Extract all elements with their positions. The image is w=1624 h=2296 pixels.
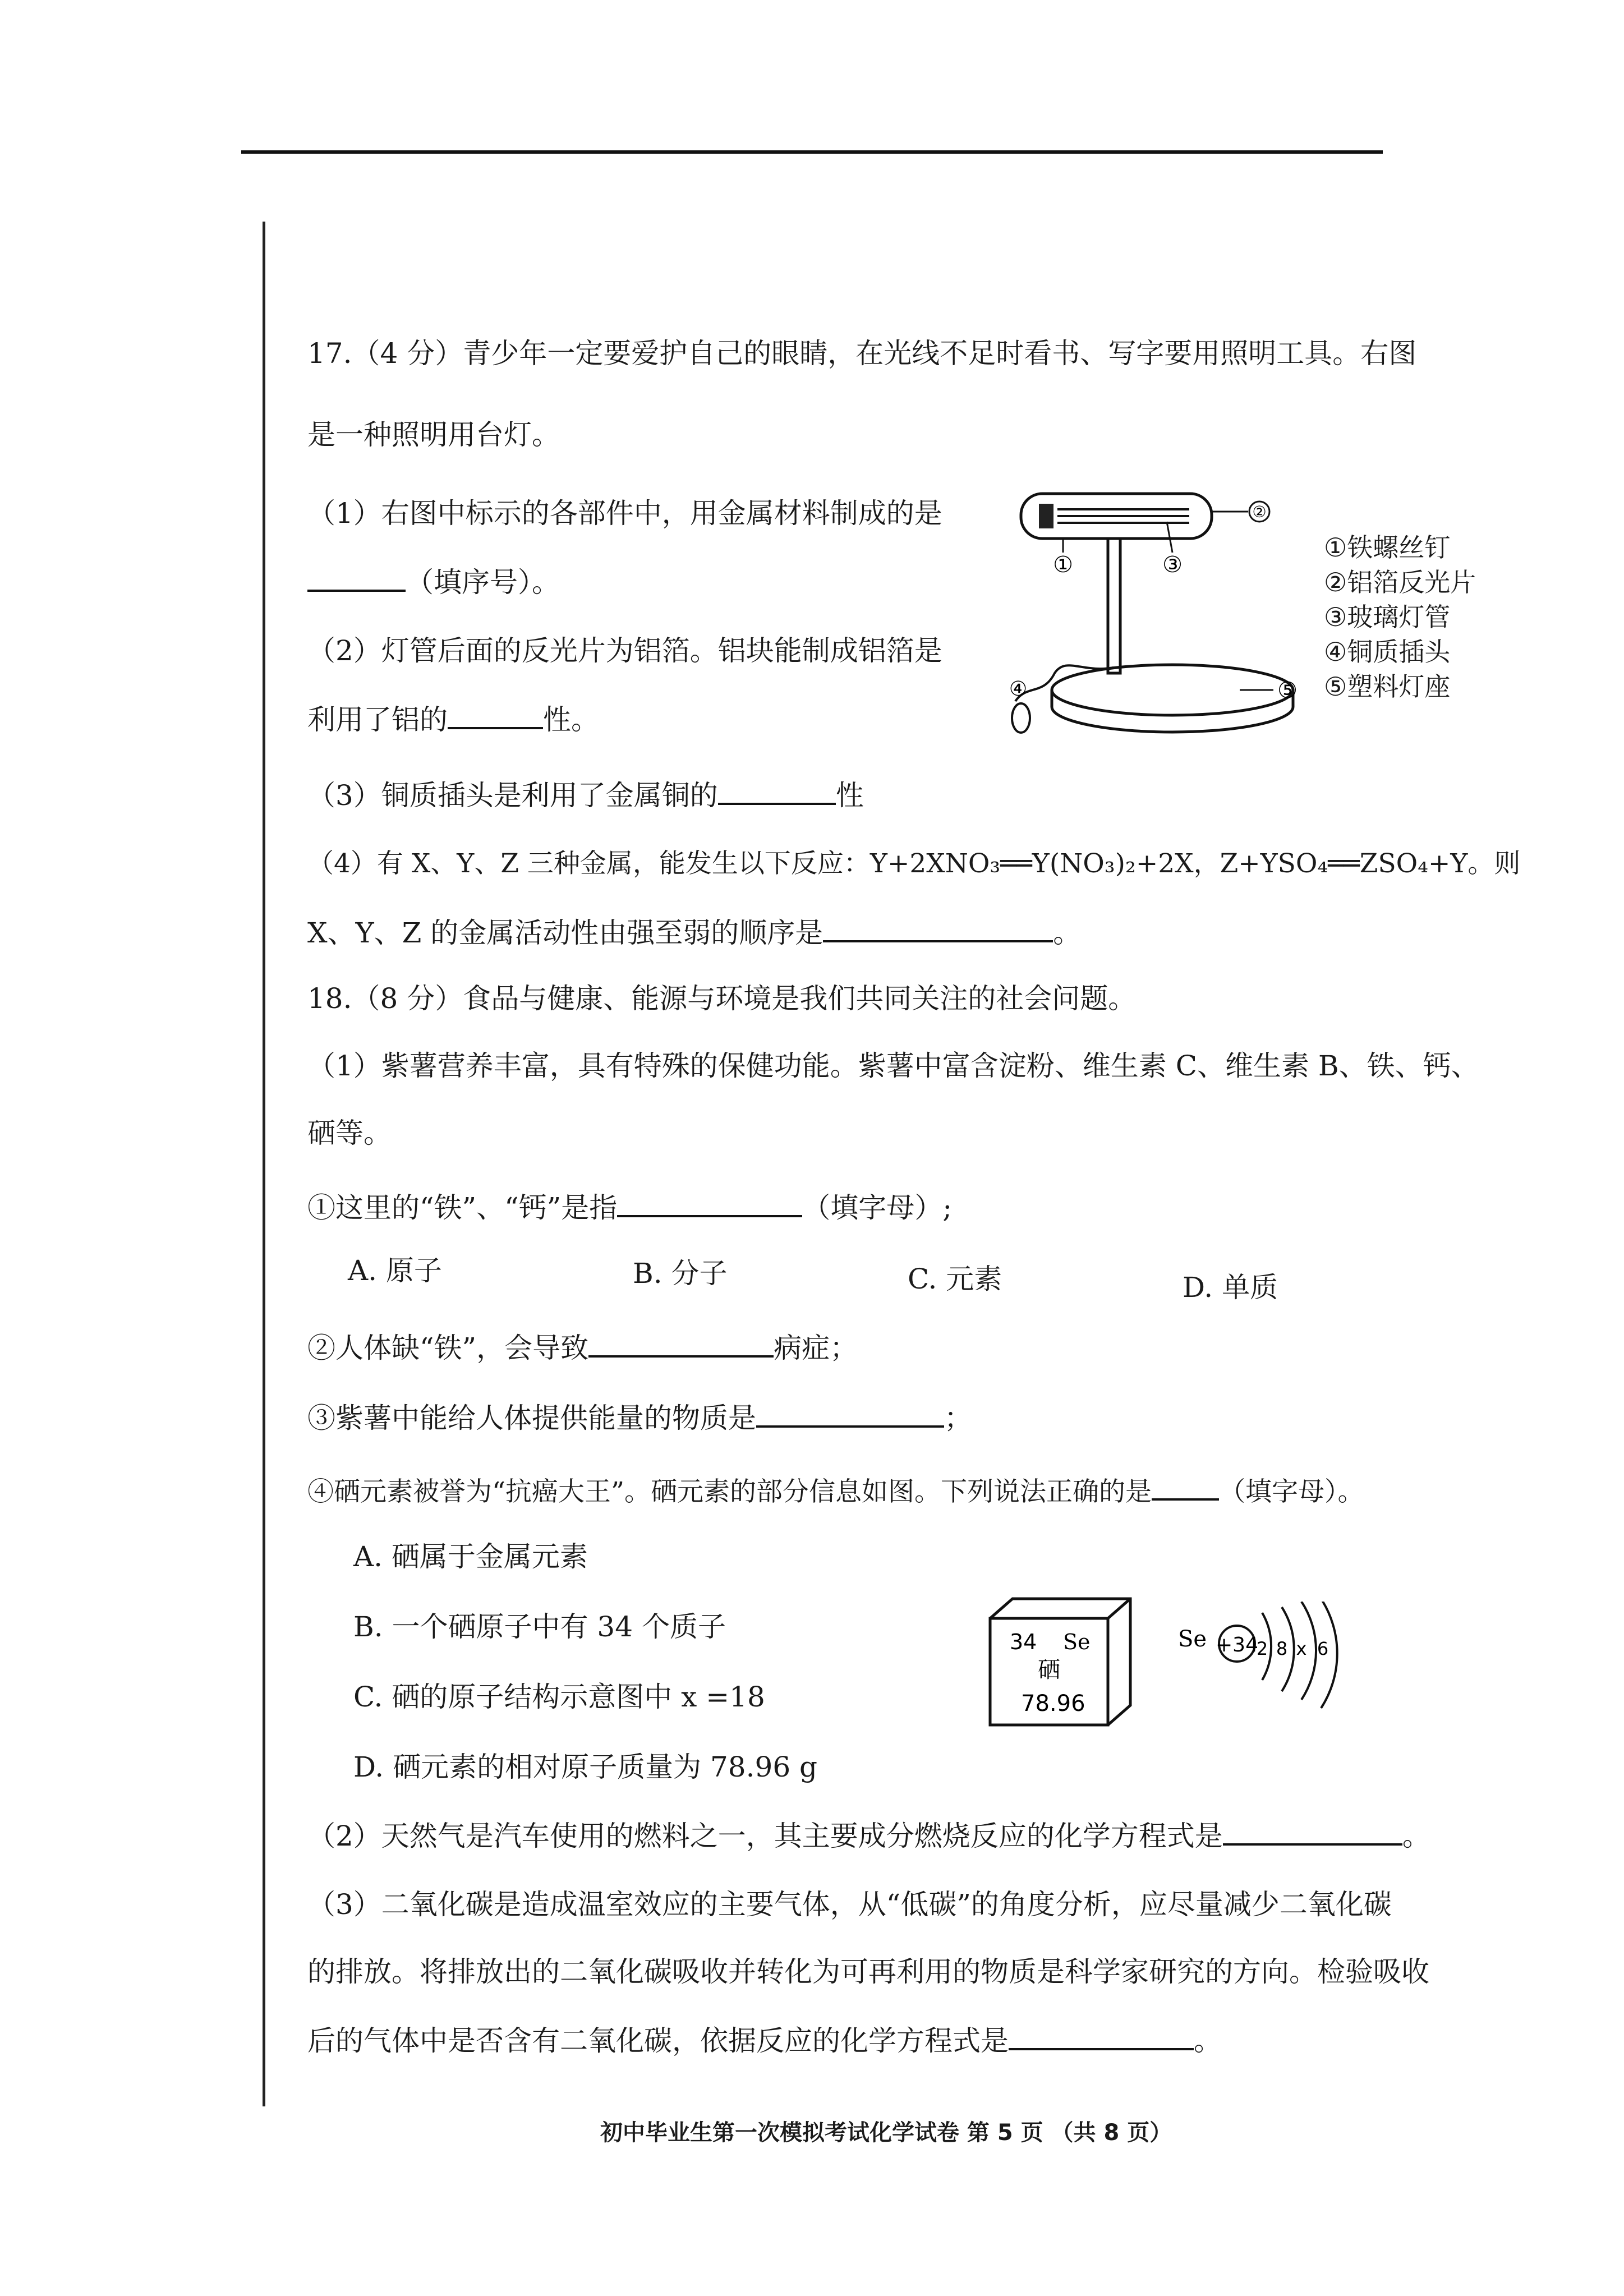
- atom-shell-1-count: 2: [1256, 1638, 1268, 1659]
- atom-shell-2-count: 8: [1276, 1638, 1288, 1659]
- lamp-marker-3: ③: [1162, 552, 1183, 578]
- q18-part3-cont2: 后的气体中是否含有二氧化碳，依据反应的化学方程式是 。: [307, 2022, 1222, 2058]
- lamp-marker-1: ①: [1053, 552, 1073, 578]
- q17-blank-1[interactable]: [307, 564, 406, 592]
- q18-blank-4[interactable]: [1152, 1473, 1219, 1501]
- q18-sub1: ①这里的“铁”、“钙”是指 （填字母）;: [307, 1189, 952, 1225]
- q18-sub2: ②人体缺“铁”，会导致 病症；: [307, 1329, 858, 1365]
- lamp-marker-2: ②: [1252, 503, 1267, 521]
- q17-part3: （3）铜质插头是利用了金属铜的 性: [307, 777, 864, 812]
- q17-part2-answer: 利用了铝的 性。: [307, 701, 599, 737]
- element-atomic-mass: 78.96: [1021, 1691, 1085, 1717]
- q18-opt4-d: D. 硒元素的相对原子质量为 78.96 g: [353, 1751, 818, 1783]
- lamp-plug: [1012, 703, 1030, 733]
- legend-item-3: ③玻璃灯管: [1324, 602, 1451, 632]
- legend-item-4: ④铜质插头: [1324, 637, 1451, 667]
- q17-part2: （2）灯管后面的反光片为铝箔。铝块能制成铝箔是: [307, 634, 942, 667]
- legend-item-2: ②铝箔反光片: [1324, 567, 1476, 597]
- q18-part3: （3）二氧化碳是造成温室效应的主要气体，从“低碳”的角度分析，应尽量减少二氧化碳: [307, 1888, 1392, 1921]
- q18-blank-2[interactable]: [588, 1329, 774, 1358]
- q18-title: 18.（8 分）食品与健康、能源与环境是我们共同关注的社会问题。: [307, 982, 1137, 1015]
- q17-part1-answer: （填序号）。: [307, 564, 560, 599]
- selenium-atom-diagram: [1178, 1602, 1363, 1714]
- q17-blank-3[interactable]: [718, 777, 836, 805]
- q18-blank-1[interactable]: [617, 1189, 802, 1217]
- top-rule: [241, 150, 1383, 154]
- atom-nucleus-charge: +34: [1216, 1634, 1258, 1657]
- q17-blank-2[interactable]: [448, 701, 543, 729]
- lamp-marker-5: ⑤: [1277, 678, 1298, 703]
- q18-opt4-a: A. 硒属于金属元素: [353, 1540, 588, 1573]
- q18-part2: （2）天然气是汽车使用的燃料之一，其主要成分燃烧反应的化学方程式是 。: [307, 1818, 1430, 1853]
- q17-title-cont: 是一种照明用台灯。: [307, 418, 560, 451]
- q17-title: 17.（4 分）青少年一定要爱护自己的眼睛，在光线不足时看书、写字要用照明工具。右图: [307, 337, 1417, 370]
- q18-part1: （1）紫薯营养丰富，具有特殊的保健功能。紫薯中富含淀粉、维生素 C、维生素 B、铁、钙、: [307, 1050, 1479, 1082]
- page-footer: 初中毕业生第一次模拟考试化学试卷 第 5 页 （共 8 页）: [600, 2120, 1172, 2146]
- q17-part1: （1）右图中标示的各部件中，用金属材料制成的是: [307, 497, 942, 530]
- q17-part4: （4）有 X、Y、Z 三种金属，能发生以下反应：Y+2XNO₃══Y(NO₃)₂+2X，Z+YSO₄══ZSO₄+Y。则: [307, 848, 1521, 879]
- q18-blank-6[interactable]: [1009, 2022, 1194, 2050]
- binding-margin-line: [263, 222, 265, 2106]
- atom-shell-3-count: x: [1296, 1638, 1307, 1659]
- desk-lamp-figure: [1004, 482, 1318, 740]
- q18-opt1-c: C. 元素: [908, 1263, 1002, 1295]
- element-name: 硒: [1038, 1657, 1060, 1683]
- q18-blank-3[interactable]: [756, 1400, 944, 1428]
- q18-part1-cont: 硒等。: [307, 1117, 392, 1149]
- q18-opt4-b: B. 一个硒原子中有 34 个质子: [353, 1611, 726, 1643]
- q18-part3-cont1: 的排放。将排放出的二氧化碳吸收并转化为可再利用的物质是科学家研究的方向。检验吸收: [307, 1955, 1429, 1988]
- atom-symbol: Se: [1178, 1626, 1207, 1652]
- lamp-legend: [1324, 530, 1476, 704]
- q18-opt1-d: D. 单质: [1183, 1271, 1278, 1304]
- q18-sub3: ③紫薯中能给人体提供能量的物质是 ；: [307, 1400, 972, 1435]
- q18-blank-5[interactable]: [1223, 1818, 1402, 1846]
- q18-opt1-a: A. 原子: [348, 1254, 442, 1287]
- q17-blank-4[interactable]: [823, 914, 1053, 942]
- lamp-base-side: [1052, 690, 1293, 732]
- atom-shell-4-count: 6: [1317, 1638, 1329, 1659]
- q18-sub4: ④硒元素被誉为“抗癌大王”。硒元素的部分信息如图。下列说法正确的是 （填字母）。: [307, 1473, 1364, 1509]
- selenium-element-box: [984, 1596, 1147, 1731]
- q18-opt1-b: B. 分子: [633, 1257, 728, 1290]
- lamp-stand: [1108, 539, 1120, 673]
- element-atomic-number: 34: [1010, 1630, 1037, 1654]
- lamp-marker-4: ④: [1009, 678, 1028, 701]
- q17-part4-answer: X、Y、Z 的金属活动性由强至弱的顺序是 。: [307, 914, 1081, 950]
- legend-item-5: ⑤塑料灯座: [1324, 671, 1451, 702]
- q18-opt4-c: C. 硒的原子结构示意图中 x =18: [353, 1681, 765, 1713]
- lamp-clip: [1039, 504, 1053, 528]
- element-box-edge: [1108, 1599, 1130, 1618]
- legend-item-1: ①铁螺丝钉: [1324, 532, 1451, 563]
- element-symbol: Se: [1063, 1630, 1091, 1654]
